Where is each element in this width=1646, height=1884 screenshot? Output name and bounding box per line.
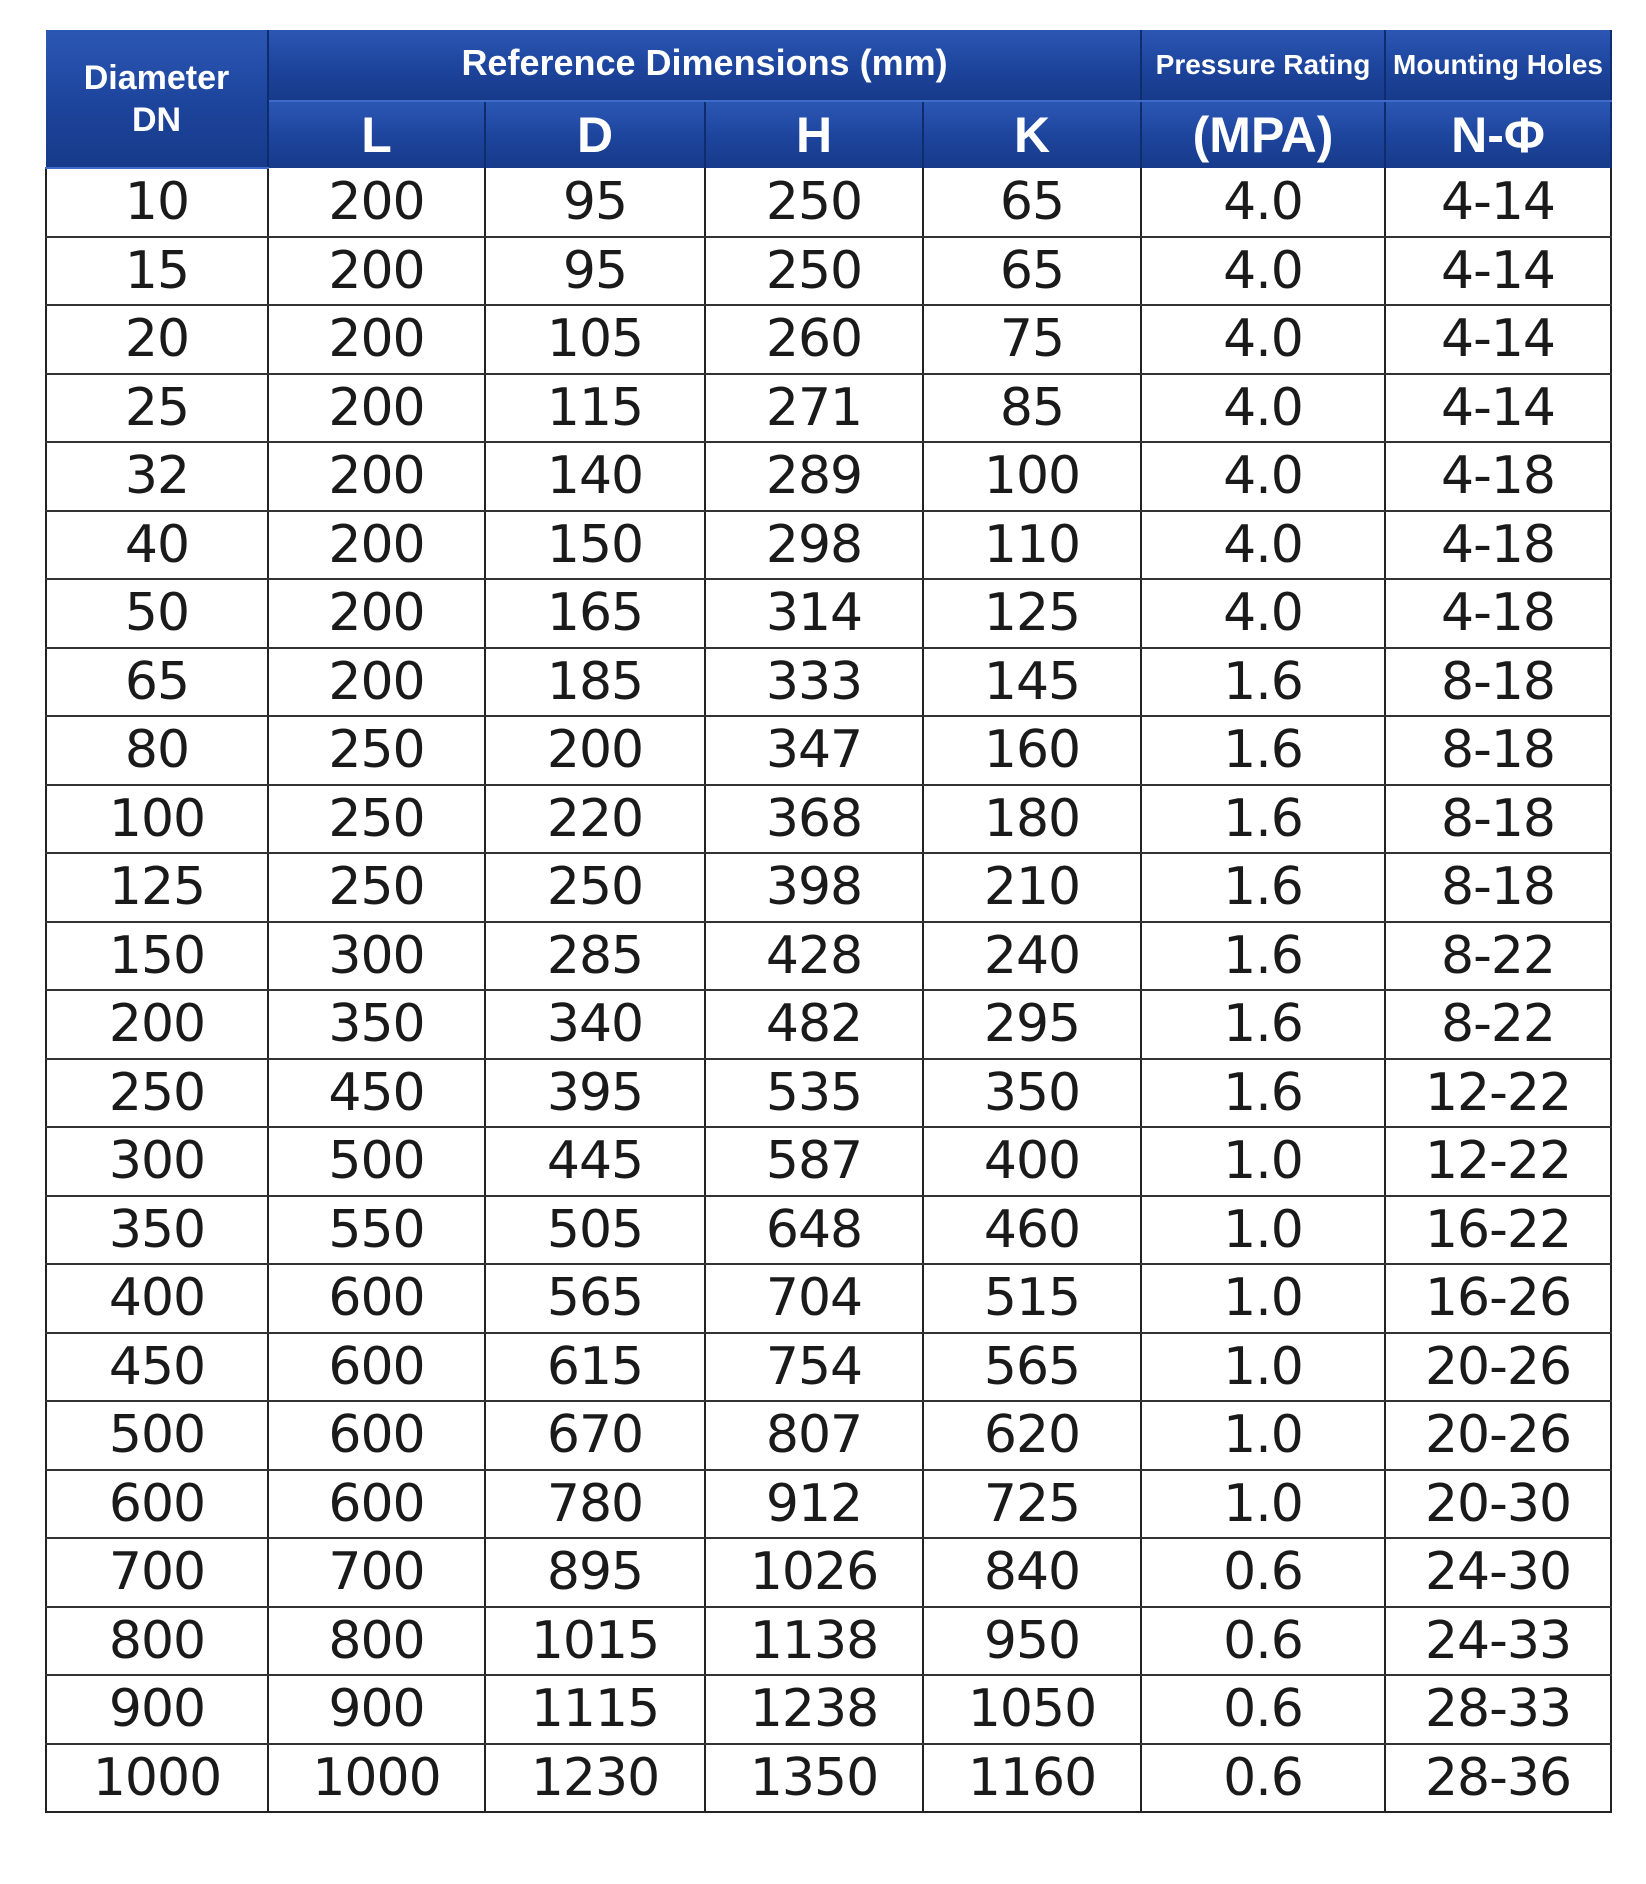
cell-k: 65 <box>923 168 1141 237</box>
cell-d: 95 <box>485 237 705 306</box>
cell-d: 1015 <box>485 1607 705 1676</box>
cell-dn: 500 <box>46 1401 268 1470</box>
cell-k: 145 <box>923 648 1141 717</box>
table-row <box>46 168 1611 237</box>
cell-h: 754 <box>705 1333 923 1402</box>
cell-pressure: 4.0 <box>1141 374 1385 443</box>
table-row <box>46 1196 1611 1265</box>
cell-d: 165 <box>485 579 705 648</box>
cell-h: 271 <box>705 374 923 443</box>
table-body <box>46 168 1611 1812</box>
cell-k: 350 <box>923 1059 1141 1128</box>
cell-l: 900 <box>268 1675 485 1744</box>
cell-dn: 300 <box>46 1127 268 1196</box>
cell-dn: 400 <box>46 1264 268 1333</box>
cell-l: 300 <box>268 922 485 991</box>
cell-dn: 800 <box>46 1607 268 1676</box>
cell-dn: 1000 <box>46 1744 268 1813</box>
cell-l: 200 <box>268 511 485 580</box>
cell-k: 160 <box>923 716 1141 785</box>
cell-k: 565 <box>923 1333 1141 1402</box>
column-header-d: D <box>485 101 705 168</box>
cell-k: 460 <box>923 1196 1141 1265</box>
pressure-rating-header: Pressure Rating <box>1141 30 1385 101</box>
cell-pressure: 1.6 <box>1141 648 1385 717</box>
cell-dn: 350 <box>46 1196 268 1265</box>
cell-pressure: 4.0 <box>1141 168 1385 237</box>
cell-d: 340 <box>485 990 705 1059</box>
cell-k: 75 <box>923 305 1141 374</box>
cell-d: 105 <box>485 305 705 374</box>
cell-pressure: 1.0 <box>1141 1127 1385 1196</box>
table-row <box>46 1333 1611 1402</box>
cell-h: 912 <box>705 1470 923 1539</box>
table-row <box>46 511 1611 580</box>
cell-dn: 20 <box>46 305 268 374</box>
cell-l: 450 <box>268 1059 485 1128</box>
cell-l: 200 <box>268 237 485 306</box>
cell-holes: 24-33 <box>1385 1607 1611 1676</box>
cell-holes: 4-14 <box>1385 237 1611 306</box>
cell-pressure: 4.0 <box>1141 305 1385 374</box>
cell-pressure: 1.6 <box>1141 716 1385 785</box>
cell-d: 615 <box>485 1333 705 1402</box>
cell-holes: 12-22 <box>1385 1127 1611 1196</box>
cell-dn: 32 <box>46 442 268 511</box>
cell-d: 395 <box>485 1059 705 1128</box>
cell-h: 368 <box>705 785 923 854</box>
cell-d: 895 <box>485 1538 705 1607</box>
reference-dimensions-header: Reference Dimensions (mm) <box>268 30 1141 101</box>
column-header-h: H <box>705 101 923 168</box>
cell-h: 704 <box>705 1264 923 1333</box>
table-row <box>46 442 1611 511</box>
cell-l: 600 <box>268 1264 485 1333</box>
cell-holes: 8-18 <box>1385 716 1611 785</box>
cell-d: 185 <box>485 648 705 717</box>
cell-d: 150 <box>485 511 705 580</box>
cell-dn: 150 <box>46 922 268 991</box>
cell-pressure: 1.6 <box>1141 990 1385 1059</box>
cell-holes: 24-30 <box>1385 1538 1611 1607</box>
table-row <box>46 1127 1611 1196</box>
cell-h: 250 <box>705 237 923 306</box>
cell-l: 800 <box>268 1607 485 1676</box>
cell-pressure: 0.6 <box>1141 1607 1385 1676</box>
cell-holes: 8-18 <box>1385 648 1611 717</box>
table-row <box>46 1744 1611 1813</box>
cell-dn: 25 <box>46 374 268 443</box>
cell-pressure: 0.6 <box>1141 1744 1385 1813</box>
cell-k: 110 <box>923 511 1141 580</box>
cell-h: 587 <box>705 1127 923 1196</box>
cell-dn: 250 <box>46 1059 268 1128</box>
cell-holes: 20-26 <box>1385 1333 1611 1402</box>
cell-k: 400 <box>923 1127 1141 1196</box>
cell-h: 535 <box>705 1059 923 1128</box>
cell-holes: 4-18 <box>1385 442 1611 511</box>
cell-dn: 40 <box>46 511 268 580</box>
cell-holes: 8-18 <box>1385 853 1611 922</box>
cell-pressure: 1.6 <box>1141 853 1385 922</box>
table-row <box>46 1470 1611 1539</box>
cell-pressure: 4.0 <box>1141 237 1385 306</box>
table-header <box>46 30 1611 168</box>
cell-holes: 28-36 <box>1385 1744 1611 1813</box>
header-row-bottom <box>46 101 1611 168</box>
cell-l: 200 <box>268 442 485 511</box>
cell-k: 620 <box>923 1401 1141 1470</box>
table-row <box>46 1607 1611 1676</box>
cell-holes: 4-14 <box>1385 374 1611 443</box>
cell-k: 180 <box>923 785 1141 854</box>
cell-h: 260 <box>705 305 923 374</box>
cell-h: 428 <box>705 922 923 991</box>
holes-unit-header: N-Φ <box>1385 101 1611 168</box>
cell-h: 1138 <box>705 1607 923 1676</box>
cell-holes: 16-22 <box>1385 1196 1611 1265</box>
cell-k: 125 <box>923 579 1141 648</box>
cell-holes: 8-22 <box>1385 922 1611 991</box>
cell-l: 550 <box>268 1196 485 1265</box>
cell-pressure: 4.0 <box>1141 511 1385 580</box>
cell-d: 250 <box>485 853 705 922</box>
specification-table <box>45 30 1612 1813</box>
cell-pressure: 4.0 <box>1141 579 1385 648</box>
cell-l: 700 <box>268 1538 485 1607</box>
cell-k: 65 <box>923 237 1141 306</box>
cell-k: 725 <box>923 1470 1141 1539</box>
cell-h: 347 <box>705 716 923 785</box>
table-row <box>46 305 1611 374</box>
diameter-header <box>46 30 268 168</box>
pressure-unit-header: (MPA) <box>1141 101 1385 168</box>
cell-d: 565 <box>485 1264 705 1333</box>
cell-holes: 4-14 <box>1385 168 1611 237</box>
cell-h: 807 <box>705 1401 923 1470</box>
cell-l: 200 <box>268 648 485 717</box>
cell-d: 1115 <box>485 1675 705 1744</box>
table-row <box>46 374 1611 443</box>
table-row <box>46 1538 1611 1607</box>
cell-holes: 8-18 <box>1385 785 1611 854</box>
cell-pressure: 4.0 <box>1141 442 1385 511</box>
cell-d: 220 <box>485 785 705 854</box>
cell-holes: 20-30 <box>1385 1470 1611 1539</box>
cell-k: 240 <box>923 922 1141 991</box>
table-row <box>46 1059 1611 1128</box>
diameter-header-unit: DN <box>131 100 182 139</box>
cell-holes: 16-26 <box>1385 1264 1611 1333</box>
cell-h: 648 <box>705 1196 923 1265</box>
column-header-l: L <box>268 101 485 168</box>
cell-pressure: 1.0 <box>1141 1401 1385 1470</box>
table-row <box>46 648 1611 717</box>
cell-h: 333 <box>705 648 923 717</box>
cell-dn: 900 <box>46 1675 268 1744</box>
diameter-header-label: Diameter <box>83 58 230 97</box>
table-row <box>46 1401 1611 1470</box>
cell-h: 482 <box>705 990 923 1059</box>
cell-holes: 4-18 <box>1385 511 1611 580</box>
cell-d: 445 <box>485 1127 705 1196</box>
cell-pressure: 1.6 <box>1141 785 1385 854</box>
table-row <box>46 990 1611 1059</box>
cell-holes: 28-33 <box>1385 1675 1611 1744</box>
cell-dn: 450 <box>46 1333 268 1402</box>
mounting-holes-header: Mounting Holes <box>1385 30 1611 101</box>
cell-holes: 12-22 <box>1385 1059 1611 1128</box>
cell-k: 85 <box>923 374 1141 443</box>
cell-dn: 50 <box>46 579 268 648</box>
cell-l: 600 <box>268 1470 485 1539</box>
table-row <box>46 853 1611 922</box>
cell-l: 600 <box>268 1401 485 1470</box>
cell-d: 140 <box>485 442 705 511</box>
cell-l: 200 <box>268 374 485 443</box>
cell-d: 285 <box>485 922 705 991</box>
cell-h: 314 <box>705 579 923 648</box>
cell-dn: 15 <box>46 237 268 306</box>
cell-holes: 8-22 <box>1385 990 1611 1059</box>
cell-k: 295 <box>923 990 1141 1059</box>
cell-k: 1160 <box>923 1744 1141 1813</box>
cell-holes: 20-26 <box>1385 1401 1611 1470</box>
cell-h: 1026 <box>705 1538 923 1607</box>
cell-d: 780 <box>485 1470 705 1539</box>
header-row-top <box>46 30 1611 101</box>
cell-h: 250 <box>705 168 923 237</box>
cell-dn: 10 <box>46 168 268 237</box>
cell-l: 200 <box>268 168 485 237</box>
cell-l: 200 <box>268 305 485 374</box>
cell-d: 505 <box>485 1196 705 1265</box>
cell-k: 840 <box>923 1538 1141 1607</box>
cell-dn: 600 <box>46 1470 268 1539</box>
cell-pressure: 1.6 <box>1141 922 1385 991</box>
cell-k: 515 <box>923 1264 1141 1333</box>
table-row <box>46 1264 1611 1333</box>
cell-k: 210 <box>923 853 1141 922</box>
cell-dn: 700 <box>46 1538 268 1607</box>
cell-h: 1238 <box>705 1675 923 1744</box>
cell-d: 670 <box>485 1401 705 1470</box>
cell-dn: 65 <box>46 648 268 717</box>
cell-pressure: 1.0 <box>1141 1470 1385 1539</box>
cell-h: 289 <box>705 442 923 511</box>
cell-l: 200 <box>268 579 485 648</box>
cell-h: 298 <box>705 511 923 580</box>
cell-d: 1230 <box>485 1744 705 1813</box>
table-row <box>46 785 1611 854</box>
cell-k: 100 <box>923 442 1141 511</box>
cell-pressure: 0.6 <box>1141 1538 1385 1607</box>
table-row <box>46 1675 1611 1744</box>
cell-k: 950 <box>923 1607 1141 1676</box>
cell-pressure: 1.0 <box>1141 1333 1385 1402</box>
cell-dn: 100 <box>46 785 268 854</box>
cell-k: 1050 <box>923 1675 1141 1744</box>
cell-d: 115 <box>485 374 705 443</box>
cell-pressure: 0.6 <box>1141 1675 1385 1744</box>
column-header-k: K <box>923 101 1141 168</box>
cell-dn: 200 <box>46 990 268 1059</box>
cell-d: 200 <box>485 716 705 785</box>
cell-l: 250 <box>268 716 485 785</box>
cell-l: 600 <box>268 1333 485 1402</box>
table-row <box>46 716 1611 785</box>
cell-l: 500 <box>268 1127 485 1196</box>
cell-d: 95 <box>485 168 705 237</box>
cell-l: 250 <box>268 853 485 922</box>
cell-holes: 4-14 <box>1385 305 1611 374</box>
cell-l: 350 <box>268 990 485 1059</box>
cell-dn: 80 <box>46 716 268 785</box>
cell-pressure: 1.6 <box>1141 1059 1385 1128</box>
table-row <box>46 922 1611 991</box>
table-row <box>46 237 1611 306</box>
cell-h: 398 <box>705 853 923 922</box>
cell-l: 250 <box>268 785 485 854</box>
cell-pressure: 1.0 <box>1141 1196 1385 1265</box>
table-row <box>46 579 1611 648</box>
cell-dn: 125 <box>46 853 268 922</box>
cell-l: 1000 <box>268 1744 485 1813</box>
cell-h: 1350 <box>705 1744 923 1813</box>
cell-holes: 4-18 <box>1385 579 1611 648</box>
cell-pressure: 1.0 <box>1141 1264 1385 1333</box>
